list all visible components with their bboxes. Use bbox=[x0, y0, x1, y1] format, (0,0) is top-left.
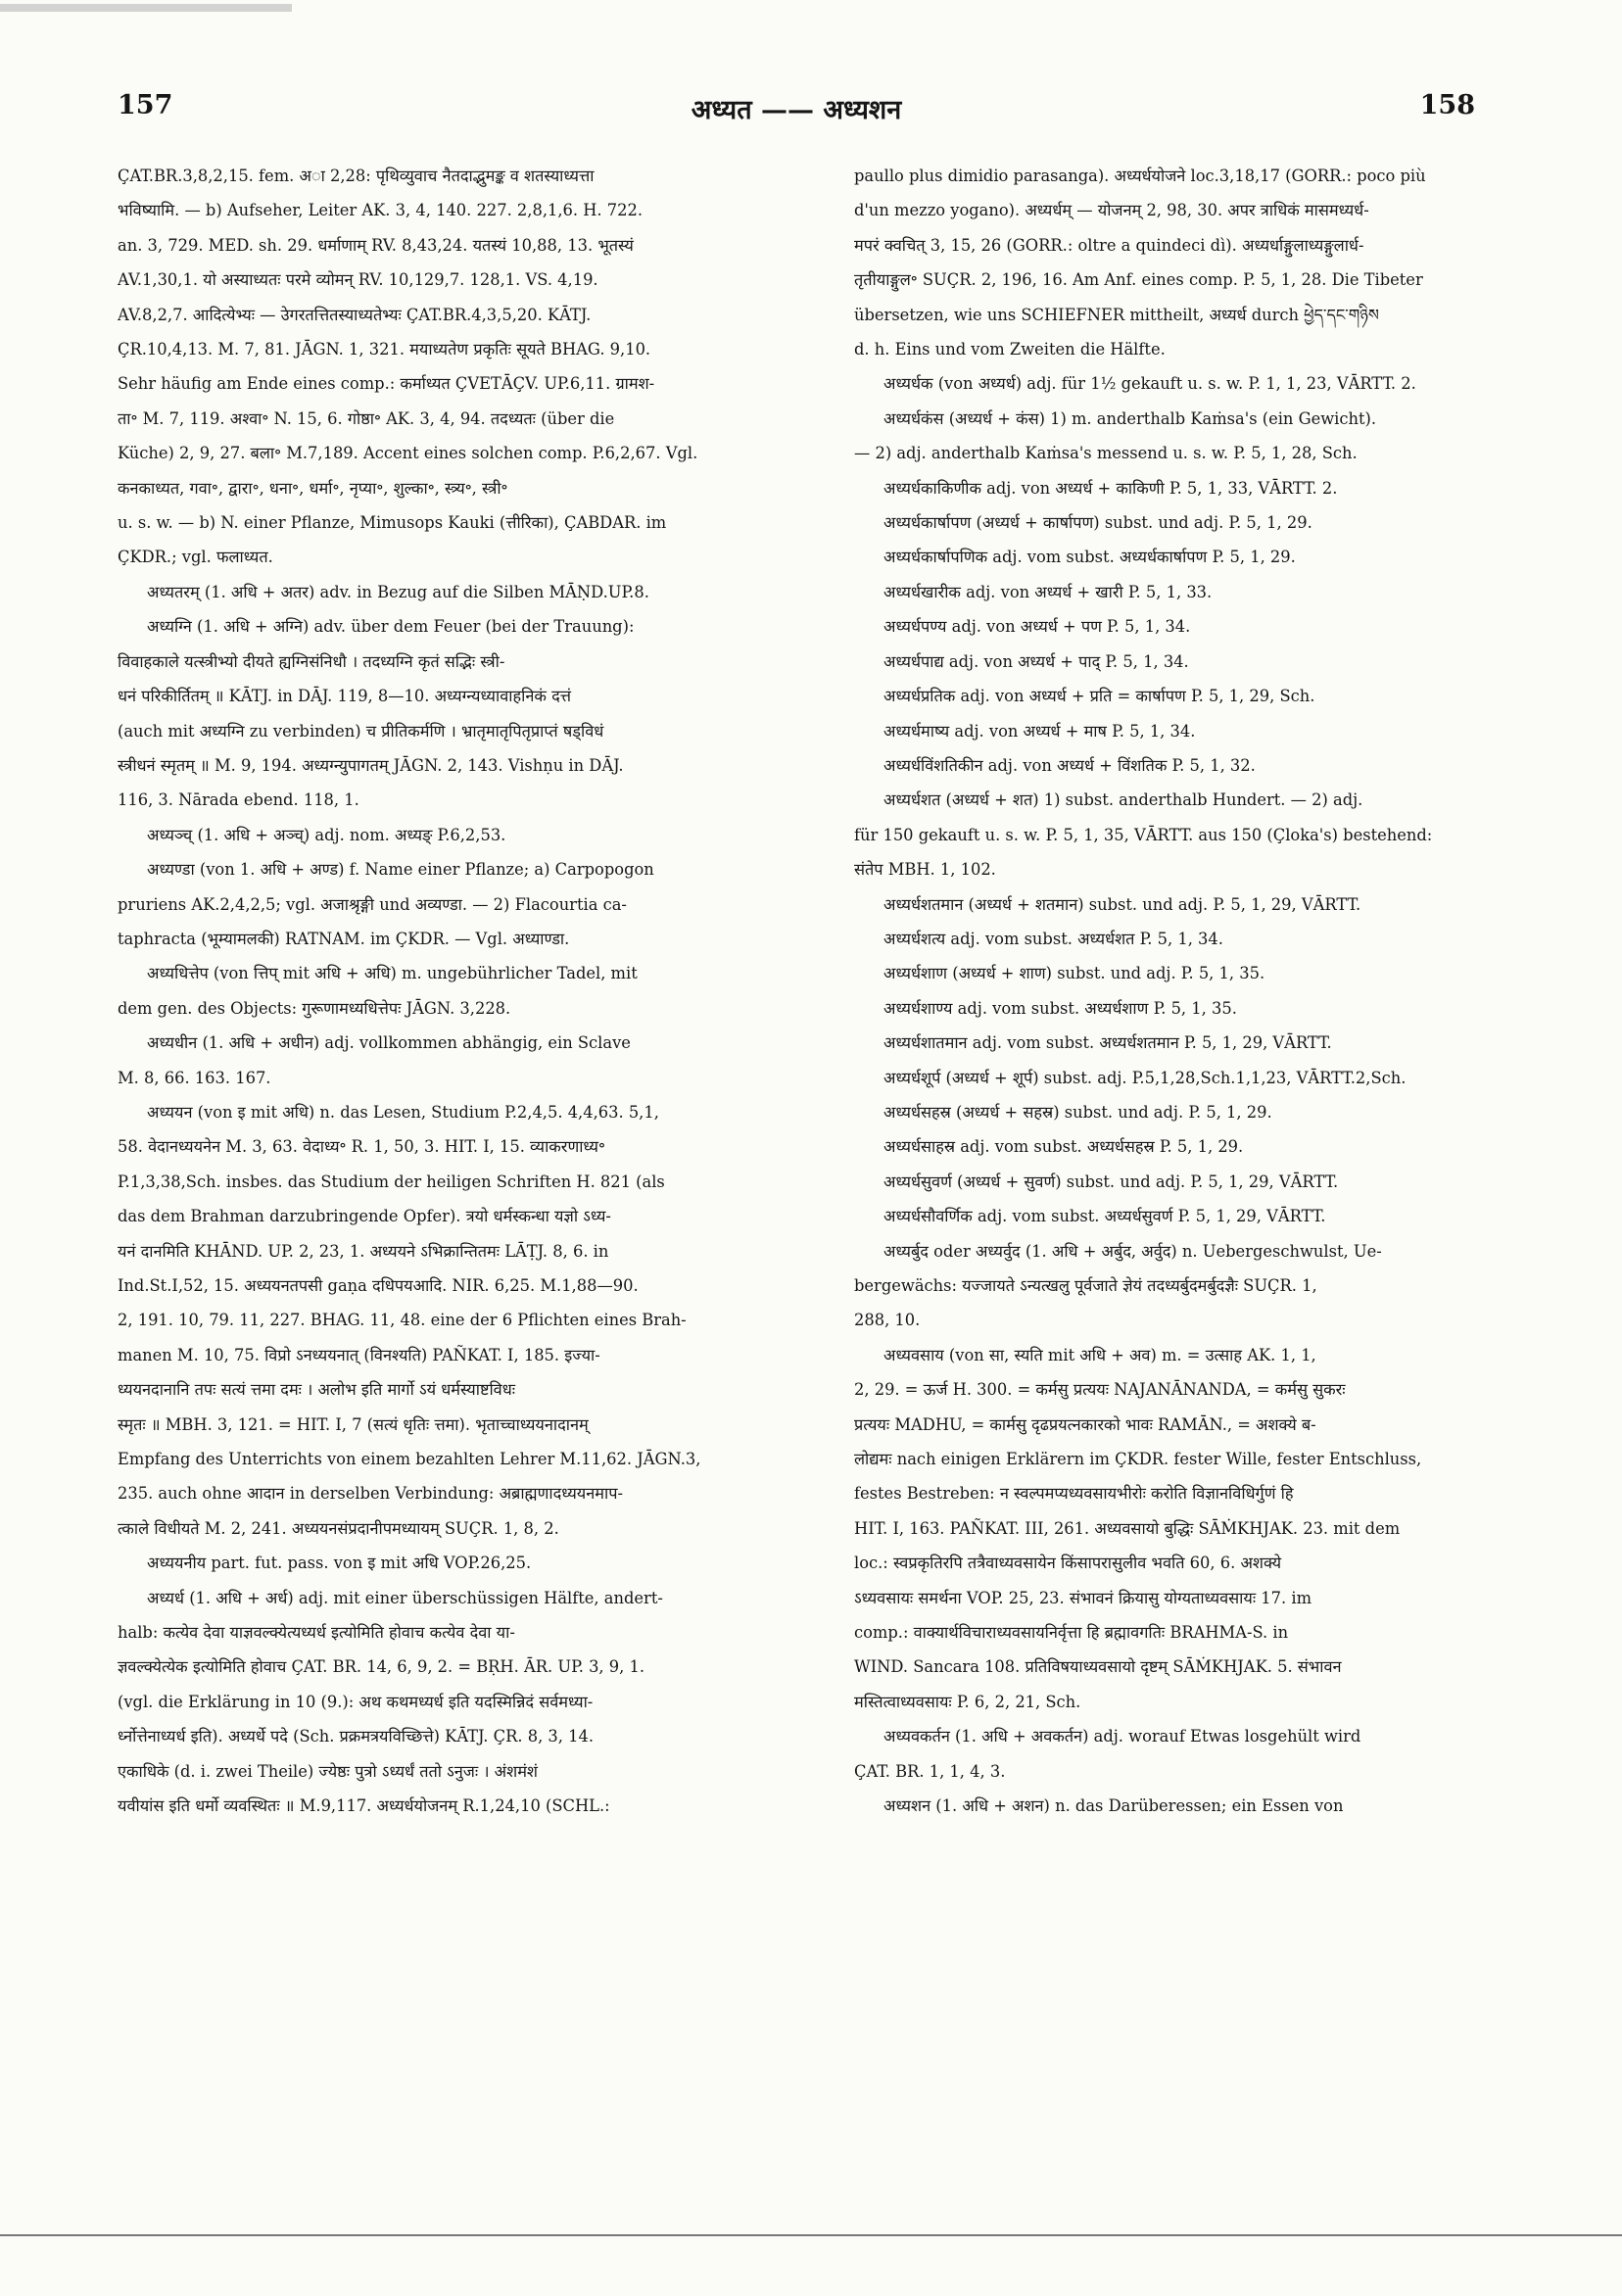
text-line: अध्यर्धशत्य adj. vom subst. अध्यर्धशत P. 5, 1, 34. bbox=[883, 929, 1223, 948]
text-line: लोद्यमः nach einigen Erklärern im ÇKDR. fester Wille, fester Entschluss, bbox=[854, 1450, 1422, 1469]
text-line: 2, 191. 10, 79. 11, 227. BHAG. 11, 48. eine der 6 Pflichten eines Brah- bbox=[118, 1311, 687, 1330]
text-line: अध्यर्धशाण (अध्यर्ध + शाण) subst. und adj. P. 5, 1, 35. bbox=[883, 964, 1265, 983]
right-page-number: 158 bbox=[1419, 90, 1475, 120]
text-line: अध्यर्धसाहस्र adj. vom subst. अध्यर्धसहस्र P. 5, 1, 29. bbox=[883, 1137, 1244, 1157]
text-line: dem gen. des Objects: गुरूणामध्यधित्तेपः JĀGN. 3,228. bbox=[118, 998, 511, 1018]
bottom-rule bbox=[0, 2234, 1622, 2236]
text-line: ज्ञवल्क्येत्येक इत्योमिति होवाच ÇAT. BR. 14, 6, 9, 2. = BṚH. ĀR. UP. 3, 9, 1. bbox=[118, 1657, 645, 1677]
text-line: 116, 3. Nārada ebend. 118, 1. bbox=[118, 790, 359, 810]
scan-edge bbox=[0, 4, 1622, 12]
text-line: प्रत्ययः MADHU, = कार्मसु दृढप्रयत्नकारको भावः RAMĀN., = अशक्ये ब- bbox=[854, 1414, 1316, 1434]
text-line: ऽध्यवसायः समर्थना VOP. 25, 23. संभावनं क्रियासु योग्यताध्यवसायः 17. im bbox=[854, 1588, 1312, 1607]
text-line: स्मृतः ॥ MBH. 3, 121. = HIT. I, 7 (सत्यं धृतिः त्तमा). भृताच्चाध्ययनादानम् bbox=[118, 1414, 589, 1434]
text-line: अध्यवसाय (von सा, स्यति mit अधि + अव) m. = उत्साह AK. 1, 1, bbox=[883, 1345, 1316, 1364]
text-line: Küche) 2, 9, 27. बला॰ M.7,189. Accent eines solchen comp. P.6,2,67. Vgl. bbox=[118, 444, 698, 463]
text-line: अध्यवकर्तन (1. अधि + अवकर्तन) adj. worauf Etwas losgehült wird bbox=[883, 1727, 1361, 1746]
text-line: अध्यर्धसहस्र (अध्यर्ध + सहस्र) subst. und adj. P. 5, 1, 29. bbox=[883, 1102, 1272, 1122]
text-line: अध्यधित्तेप (von त्तिप् mit अधि + अधि) m. ungebührlicher Tadel, mit bbox=[147, 964, 638, 983]
text-line: अध्यञ्च् (1. अधि + अञ्च्) adj. nom. अध्यङ् P.6,2,53. bbox=[147, 825, 506, 844]
right-column bbox=[854, 159, 1481, 1824]
text-line: d'un mezzo yogano). अध्यर्धम् — योजनम् 2, 98, 30. अपर त्राधिकं मासमध्यर्ध- bbox=[854, 201, 1369, 220]
text-line: übersetzen, wie uns SCHIEFNER mittheilt, अध्यर्ध durch ཕྱེད་དང་གཉིས bbox=[854, 305, 1379, 324]
text-line: अध्यधीन (1. अधि + अधीन) adj. vollkommen abhängig, ein Sclave bbox=[147, 1033, 631, 1053]
text-line: 58. वेदानध्ययनेन M. 3, 63. वेदाध्य॰ R. 1, 50, 3. HIT. I, 15. व्याकरणाध्य॰ bbox=[118, 1137, 605, 1157]
text-line: (vgl. die Erklärung in 10 (9.): अथ कथमध्यर्ध इति यदस्मिन्निदं सर्वमध्या- bbox=[118, 1692, 594, 1711]
text-line: HIT. I, 163. PAÑKAT. III, 261. अध्यवसायो बुद्धिः SĀṀKHJAK. 23. mit dem bbox=[854, 1518, 1401, 1538]
text-line: कनकाध्यत, गवा॰, द्वारा॰, धना॰, धर्मा॰, नृप्या॰, शुल्का॰, स्त्र्य॰, स्त्री॰ bbox=[118, 478, 508, 498]
text-line: अध्यर्धसुवर्ण (अध्यर्ध + सुवर्ण) subst. und adj. P. 5, 1, 29, VĀRTT. bbox=[883, 1172, 1339, 1191]
text-line: त्काले विधीयते M. 2, 241. अध्ययनसंप्रदानीपमध्यायम् SUÇR. 1, 8, 2. bbox=[118, 1518, 559, 1538]
text-line: अध्यर्धखारीक adj. von अध्यर्ध + खारी P. 5, 1, 33. bbox=[883, 582, 1213, 601]
text-line: अध्यर्धसौवर्णिक adj. vom subst. अध्यर्धसुवर्ण P. 5, 1, 29, VĀRTT. bbox=[883, 1207, 1326, 1226]
text-line: अध्यण्डा (von 1. अधि + अण्ड) f. Name einer Pflanze; a) Carpopogon bbox=[147, 860, 654, 880]
text-line: भविष्यामि. — b) Aufseher, Leiter AK. 3, 4, 140. 227. 2,8,1,6. H. 722. bbox=[118, 201, 644, 220]
text-line: ध्ययनदानानि तपः सत्यं त्तमा दमः । अलोभ इति मार्गो ऽयं धर्मस्याष्टविधः bbox=[118, 1380, 516, 1400]
text-line: अध्ययन (von इ mit अधि) n. das Lesen, Studium P.2,4,5. 4,4,63. 5,1, bbox=[147, 1102, 659, 1122]
text-line: विवाहकाले यत्स्त्रीभ्यो दीयते ह्यग्निसंनिधौ । तदध्यग्नि कृतं सद्भिः स्त्री- bbox=[118, 651, 505, 671]
text-line: तृतीयाङ्गुल॰ SUÇR. 2, 196, 16. Am Anf. eines comp. P. 5, 1, 28. Die Tibeter bbox=[854, 270, 1423, 290]
text-line: अध्यशन (1. अधि + अशन) n. das Darüberessen; ein Essen von bbox=[883, 1796, 1344, 1816]
text-line: ÇAT. BR. 1, 1, 4, 3. bbox=[854, 1761, 1006, 1781]
text-line: अध्यर्धप्रतिक adj. von अध्यर्ध + प्रति = कार्षापण P. 5, 1, 29, Sch. bbox=[883, 687, 1315, 706]
text-line: paullo plus dimidio parasanga). अध्यर्धयोजने loc.3,18,17 (GORR.: poco più bbox=[854, 167, 1426, 185]
page-header bbox=[118, 90, 1475, 139]
text-line: यवीयांस इति धर्मो व्यवस्थितः ॥ M.9,117. अध्यर्धयोजनम् R.1,24,10 (SCHL.: bbox=[118, 1796, 610, 1816]
text-line: अध्यर्धपाद्य adj. von अध्यर्ध + पाद् P. 5, 1, 34. bbox=[883, 651, 1189, 671]
text-line: an. 3, 729. MED. sh. 29. धर्माणाम् RV. 8,43,24. यतस्यं 10,88, 13. भूतस्यं bbox=[118, 235, 634, 255]
text-line: संतेप MBH. 1, 102. bbox=[854, 860, 996, 880]
text-line: अध्यर्धशत (अध्यर्ध + शत) 1) subst. anderthalb Hundert. — 2) adj. bbox=[883, 790, 1363, 810]
text-line: d. h. Eins und vom Zweiten die Hälfte. bbox=[854, 340, 1166, 359]
left-column bbox=[118, 159, 786, 1824]
text-line: ÇKDR.; vgl. फलाध्यत. bbox=[118, 548, 273, 567]
text-line: र्ध्नोत्तेनाध्यर्ध इति). अध्यर्धे पदे (Sch. प्रक्रमत्रयविच्छित्ते) KĀTJ. ÇR. 8, 3, 14. bbox=[118, 1727, 595, 1746]
text-line: अध्यतरम् (1. अधि + अतर) adv. in Bezug auf die Silben MĀṆD.UP.8. bbox=[147, 582, 649, 601]
text-line: अध्यग्नि (1. अधि + अग्नि) adv. über dem Feuer (bei der Trauung): bbox=[147, 617, 635, 637]
text-line: अध्यर्धकाकिणीक adj. von अध्यर्ध + काकिणी P. 5, 1, 33, VĀRTT. 2. bbox=[883, 478, 1338, 498]
text-line: P.1,3,38,Sch. insbes. das Studium der heiligen Schriften H. 821 (als bbox=[118, 1172, 665, 1191]
text-line: AV.8,2,7. आदित्येभ्यः — उेगरतत्तितस्याध्यतेभ्यः ÇAT.BR.4,3,5,20. KĀTJ. bbox=[118, 305, 592, 324]
text-line: अध्यर्धक (von अध्यर्ध) adj. für 1½ gekauft u. s. w. P. 1, 1, 23, VĀRTT. 2. bbox=[883, 374, 1416, 394]
text-line: u. s. w. — b) N. einer Pflanze, Mimusops Kauki (त्तीरिका), ÇABDAR. im bbox=[118, 513, 667, 533]
text-line: halb: कत्येव देवा याज्ञवल्क्येत्यध्यर्ध इत्योमिति होवाच कत्येव देवा या- bbox=[118, 1623, 515, 1643]
text-line: bergewächs: यज्जायते ऽन्यत्खलु पूर्वजाते ज्ञेयं तदध्यर्बुदमर्बुदज्ञैः SUÇR. 1, bbox=[854, 1276, 1317, 1295]
text-line: (auch mit अध्यग्नि zu verbinden) च प्रीतिकर्मणि । भ्रातृमातृपितृप्राप्तं षड्विधं bbox=[118, 721, 604, 741]
text-line: एकाधिके (d. i. zwei Theile) ज्येष्ठः पुत्रो ऽध्यर्धं ततो ऽनुजः । अंशमंशं bbox=[118, 1761, 539, 1781]
text-line: das dem Brahman darzubringende Opfer). त्रयो धर्मस्कन्धा यज्ञो ऽध्य- bbox=[118, 1207, 611, 1226]
text-line: — 2) adj. anderthalb Kaṁsa's messend u. s. w. P. 5, 1, 28, Sch. bbox=[854, 444, 1358, 463]
text-line: अध्यर्धशतमान (अध्यर्ध + शतमान) subst. und adj. P. 5, 1, 29, VĀRTT. bbox=[883, 894, 1361, 914]
text-line: 2, 29. = ऊर्ज H. 300. = कर्मसु प्रत्ययः NAJANĀNANDA, = कर्मसु सुकरः bbox=[854, 1380, 1346, 1400]
text-line: ÇAT.BR.3,8,2,15. fem. अा 2,28: पृथिव्युवाच नैतदाद्भुमङ्क व शतस्याध्यत्ता bbox=[118, 167, 595, 185]
text-line: pruriens AK.2,4,2,5; vgl. अजाश्रृङ्गी und अव्यण्डा. — 2) Flacourtia ca- bbox=[118, 894, 627, 914]
text-line: loc.: स्वप्रकृतिरपि तत्रैवाध्यवसायेन किंसापरासुलीव भवति 60, 6. अशक्ये bbox=[854, 1554, 1282, 1573]
text-line: अध्यर्धकार्षापणिक adj. vom subst. अध्यर्धकार्षापण P. 5, 1, 29. bbox=[883, 548, 1296, 567]
text-line: ता॰ M. 7, 119. अश्वा॰ N. 15, 6. गोष्ठा॰ AK. 3, 4, 94. तदध्यतः (über die bbox=[118, 408, 615, 428]
text-line: Sehr häufig am Ende eines comp.: कर्माध्यत ÇVETĀÇV. UP.6,11. ग्रामश- bbox=[118, 374, 655, 394]
text-line: अध्यर्बुद oder अध्यर्वुद (1. अधि + अर्बुद, अर्वुद) n. Uebergeschwulst, Ue- bbox=[883, 1241, 1382, 1261]
text-line: M. 8, 66. 163. 167. bbox=[118, 1068, 271, 1087]
text-line: अध्यर्धशाण्य adj. vom subst. अध्यर्धशाण P. 5, 1, 35. bbox=[883, 998, 1237, 1018]
left-page-number: 157 bbox=[118, 90, 173, 120]
text-line: taphracta (भूम्यामलकी) RATNAM. im ÇKDR. — Vgl. अध्याण्डा. bbox=[118, 929, 570, 948]
text-line: स्त्रीधनं स्मृतम् ॥ M. 9, 194. अध्यग्न्युपागतम् JĀGN. 2, 143. Vishṇu in DĀJ. bbox=[118, 755, 624, 775]
text-line: अध्यर्ध (1. अधि + अर्ध) adj. mit einer überschüssigen Hälfte, andert- bbox=[147, 1588, 663, 1607]
text-line: AV.1,30,1. यो अस्याध्यतः परमे व्योमन् RV. 10,129,7. 128,1. VS. 4,19. bbox=[118, 270, 598, 290]
text-line: WIND. Sancara 108. प्रतिविषयाध्यवसायो दृष्टम् SĀṀKHJAK. 5. संभावन bbox=[854, 1657, 1342, 1677]
text-line: अध्यर्धपण्य adj. von अध्यर्ध + पण P. 5, 1, 34. bbox=[883, 617, 1191, 637]
text-line: यनं दानमिति KHĀND. UP. 2, 23, 1. अध्ययने ऽभिक्रान्तितमः LĀṬJ. 8, 6. in bbox=[118, 1241, 609, 1261]
text-line: अध्ययनीय part. fut. pass. von इ mit अधि VOP.26,25. bbox=[147, 1554, 532, 1573]
text-line: comp.: वाक्यार्थविचाराध्यवसायनिर्वृत्ता हि ब्रह्मावगतिः BRAHMA-S. in bbox=[854, 1623, 1289, 1643]
text-line: धनं परिकीर्तितम् ॥ KĀTJ. in DĀJ. 119, 8—10. अध्यग्न्यध्यावाहनिकं दत्तं bbox=[118, 687, 571, 706]
text-line: मपरं क्वचित् 3, 15, 26 (GORR.: oltre a quindeci dì). अध्यर्धाङ्गुलाध्यङ्गुलार्ध- bbox=[854, 235, 1364, 255]
text-line: ÇR.10,4,13. M. 7, 81. JĀGN. 1, 321. मयाध्यतेण प्रकृतिः सूयते BHAG. 9,10. bbox=[118, 340, 651, 359]
running-head: अध्यत —— अध्यशन bbox=[691, 95, 902, 125]
text-line: अध्यर्धमाष्य adj. von अध्यर्ध + माष P. 5, 1, 34. bbox=[883, 721, 1196, 741]
text-line: अध्यर्धशातमान adj. vom subst. अध्यर्धशतमान P. 5, 1, 29, VĀRTT. bbox=[883, 1033, 1332, 1053]
text-line: Empfang des Unterrichts von einem bezahlten Lehrer M.11,62. JĀGN.3, bbox=[118, 1450, 701, 1469]
text-line: मस्तित्वाध्यवसायः P. 6, 2, 21, Sch. bbox=[854, 1692, 1081, 1711]
text-line: für 150 gekauft u. s. w. P. 5, 1, 35, VĀRTT. aus 150 (Çloka's) bestehend: bbox=[854, 825, 1433, 844]
text-line: manen M. 10, 75. विप्रो ऽनध्ययनात् (विनश्यति) PAÑKAT. I, 185. इज्या- bbox=[118, 1345, 600, 1364]
text-line: अध्यर्धविंशतिकीन adj. von अध्यर्ध + विंशतिक P. 5, 1, 32. bbox=[883, 755, 1256, 775]
text-line: अध्यर्धकंस (अध्यर्ध + कंस) 1) m. anderthalb Kaṁsa's (ein Gewicht). bbox=[883, 408, 1377, 428]
text-line: Ind.St.I,52, 15. अध्ययनतपसी gaṇa दधिपयआदि. NIR. 6,25. M.1,88—90. bbox=[118, 1276, 639, 1295]
text-line: अध्यर्धशूर्प (अध्यर्ध + शूर्प) subst. adj. P.5,1,28,Sch.1,1,23, VĀRTT.2,Sch. bbox=[883, 1068, 1407, 1087]
text-line: 288, 10. bbox=[854, 1311, 921, 1330]
text-line: 235. auch ohne आदान in derselben Verbindung: अब्राह्मणादध्ययनमाप- bbox=[118, 1484, 623, 1504]
text-line: festes Bestreben: न स्वल्पमप्यध्यवसायभीरोः करोति विज्ञानविधिर्गुणं हि bbox=[854, 1484, 1294, 1504]
text-line: अध्यर्धकार्षापण (अध्यर्ध + कार्षापण) subst. und adj. P. 5, 1, 29. bbox=[883, 513, 1312, 533]
